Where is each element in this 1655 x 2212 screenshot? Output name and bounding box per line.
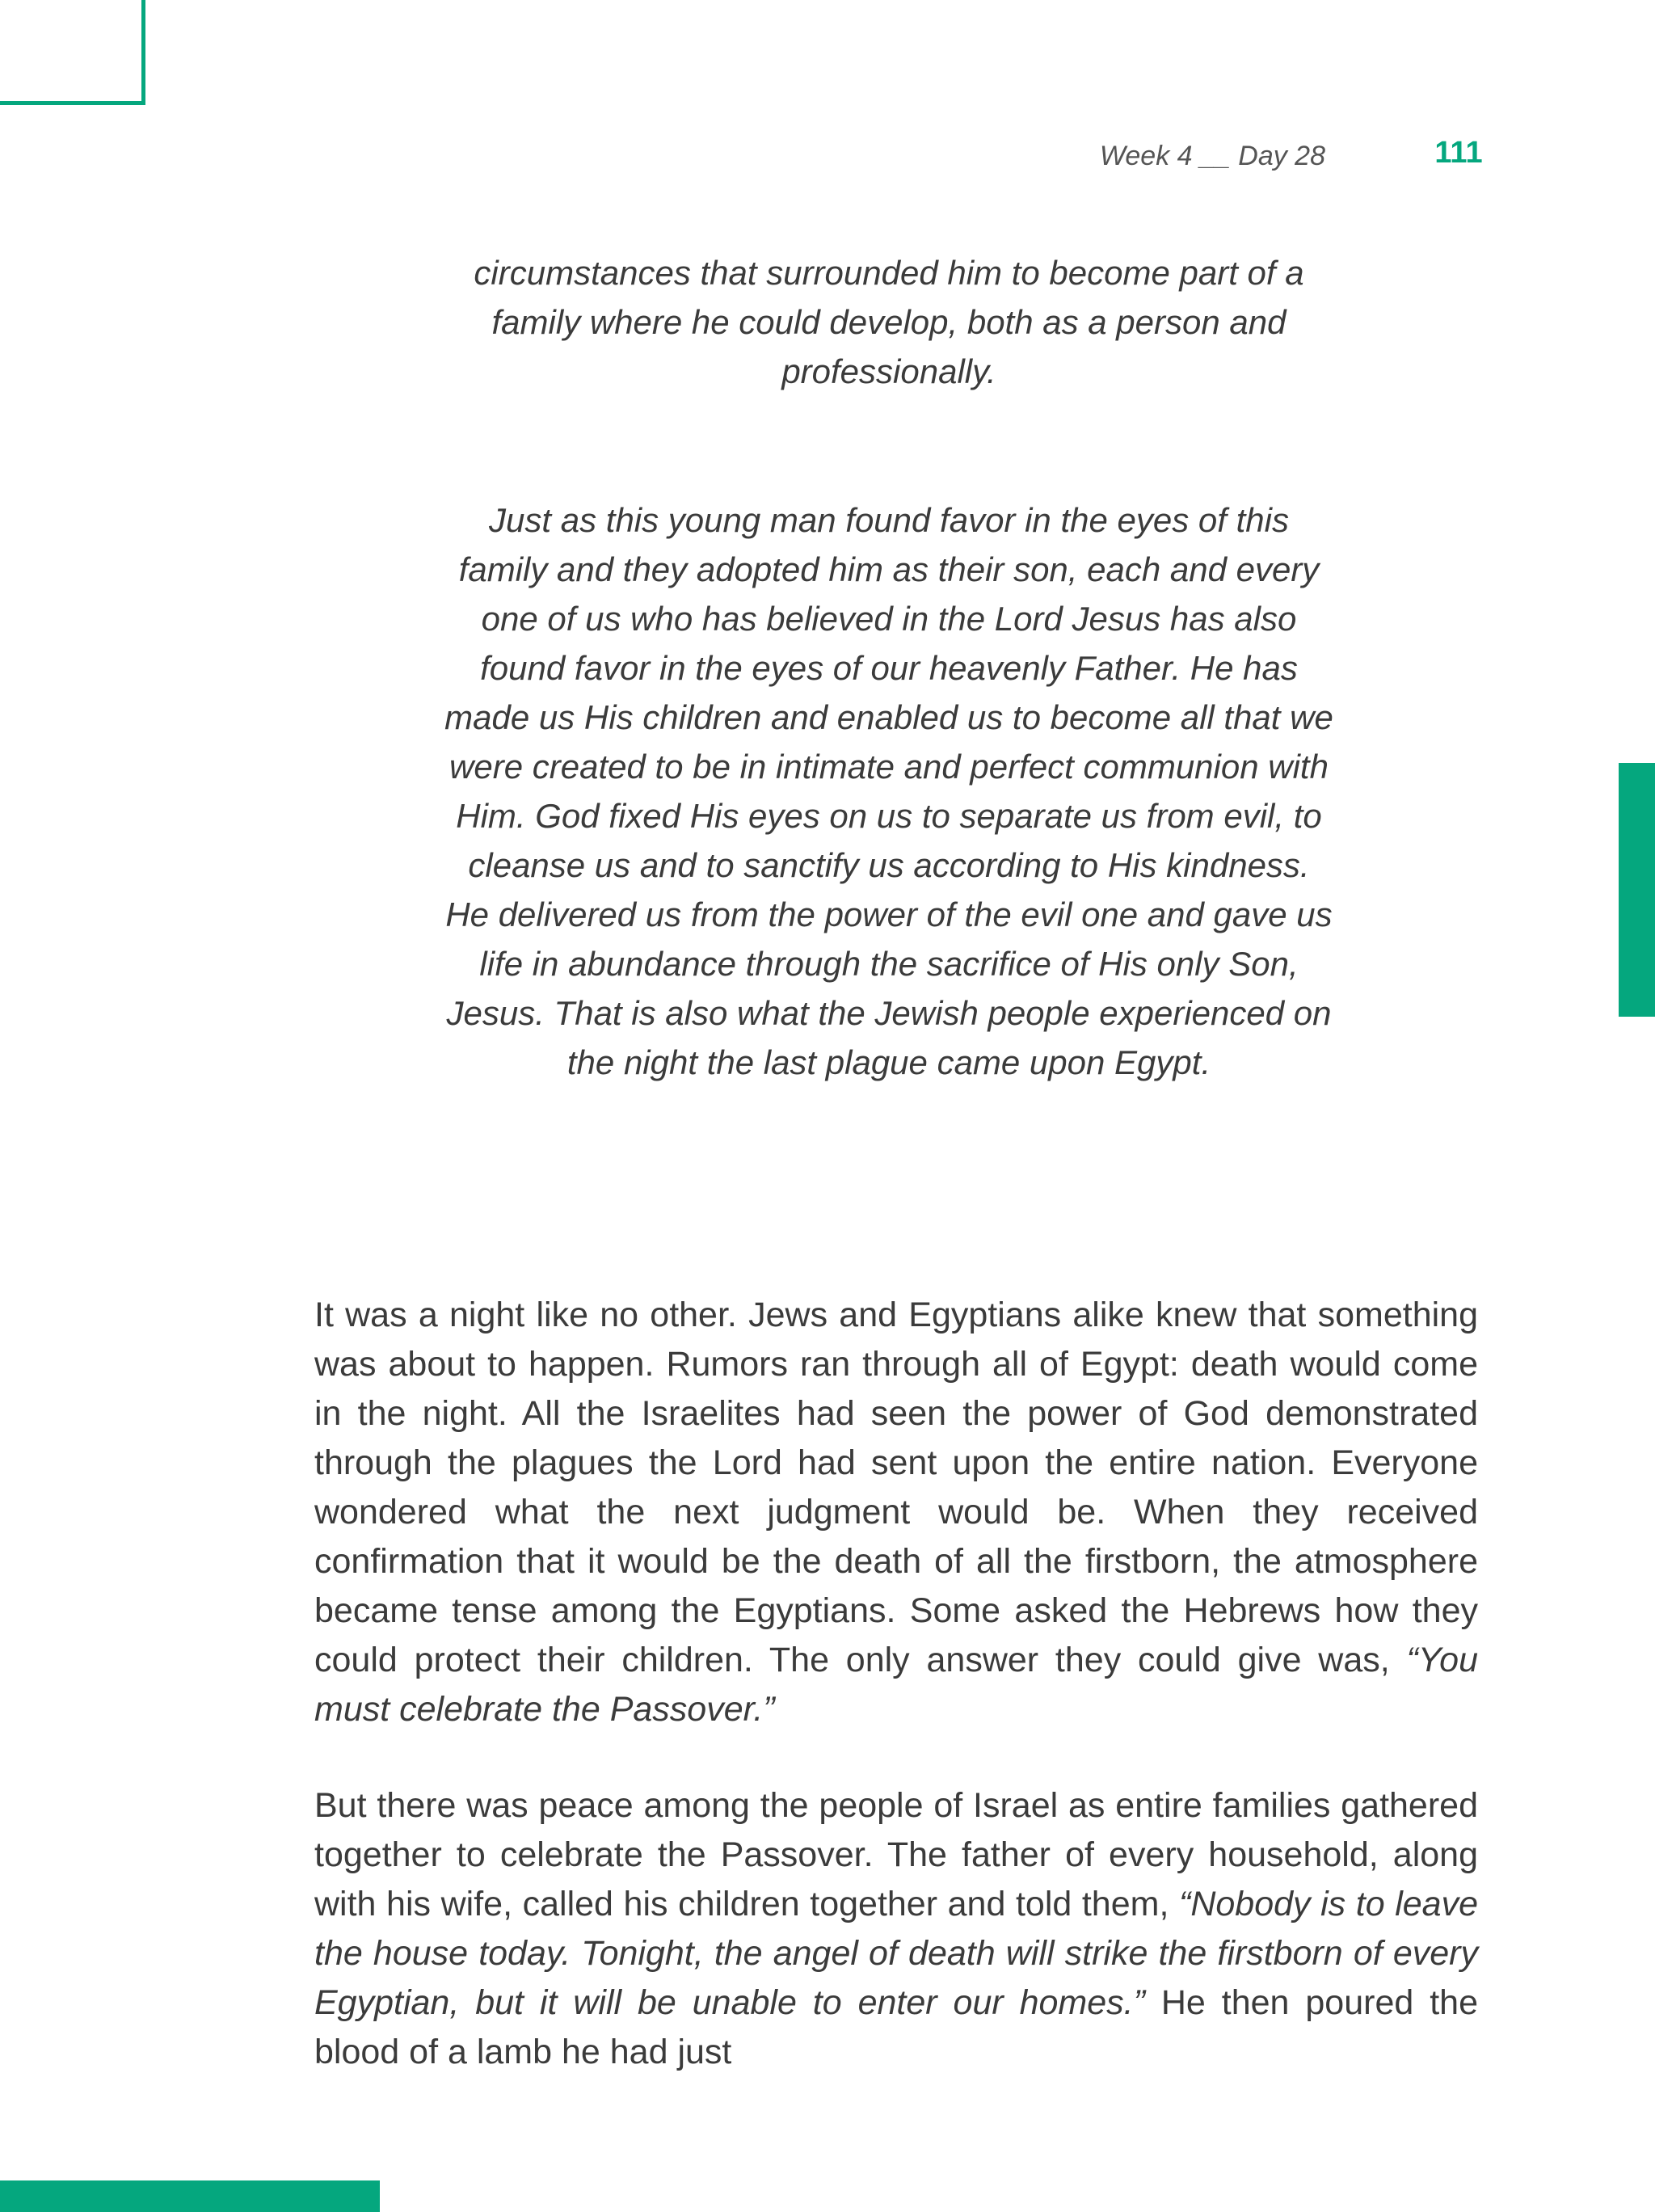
pull-quote-continued: circumstances that surrounded him to become part of a family where he could develop, both as a person and professionally.: [474, 254, 1304, 390]
paragraph-text: He then poured the blood of a lamb he had just: [314, 1983, 1478, 2071]
corner-frame-decoration: [0, 0, 145, 105]
bottom-accent-bar: [0, 2180, 380, 2212]
chapter-side-tab: [1619, 763, 1655, 1017]
italic-quote: “You must celebrate the Passover.”: [314, 1641, 1478, 1729]
page-number: 111: [1434, 136, 1483, 170]
italic-quote: “Nobody is to leave the house today. Tonight, the angel of death will strike the firstborn of every Egyptian, but it will be unable to enter our homes.”: [314, 1885, 1478, 2022]
paragraph-text: But there was peace among the people of Israel as entire families gathered together to celebrate the Passover. The father of every household, along with his wife, called his children together and told them,: [314, 1786, 1478, 1923]
body-paragraph: [314, 1291, 1478, 1734]
pull-quote: Just as this young man found favor in the eyes of this family and they adopted him as their son, each and every one of us who has believed in the Lord Jesus has also found favor in the eyes of our heavenly Father. He has made us His children and enabled us to become all that we were created to be in intimate and perfect communion with Him. God fixed His eyes on us to separate us from evil, to cleanse us and to sanctify us according to His kindness. He delivered us from the power of the evil one and gave us life in abundance through the sacrifice of His only Son, Jesus. That is also what the Jewish people experienced on the night the last plague came upon Egypt.: [444, 501, 1333, 1081]
running-head: Week 4 __ Day 28: [1099, 141, 1325, 171]
paragraph-text: It was a night like no other. Jews and Egyptians alike knew that something was about to happen. Rumors ran through all of Egypt: death would come in the night. All the Israelites had seen the power of God demonstrated through the plagues the Lord had sent upon the entire nation. Everyone wondered what the next judgment would be. When they received confirmation that it would be the death of all the firstborn, the atmosphere became tense among the Egyptians. Some asked the Hebrews how they could protect their children. The only answer they could give was,: [314, 1296, 1478, 1679]
body-paragraph: [314, 1781, 1478, 2077]
